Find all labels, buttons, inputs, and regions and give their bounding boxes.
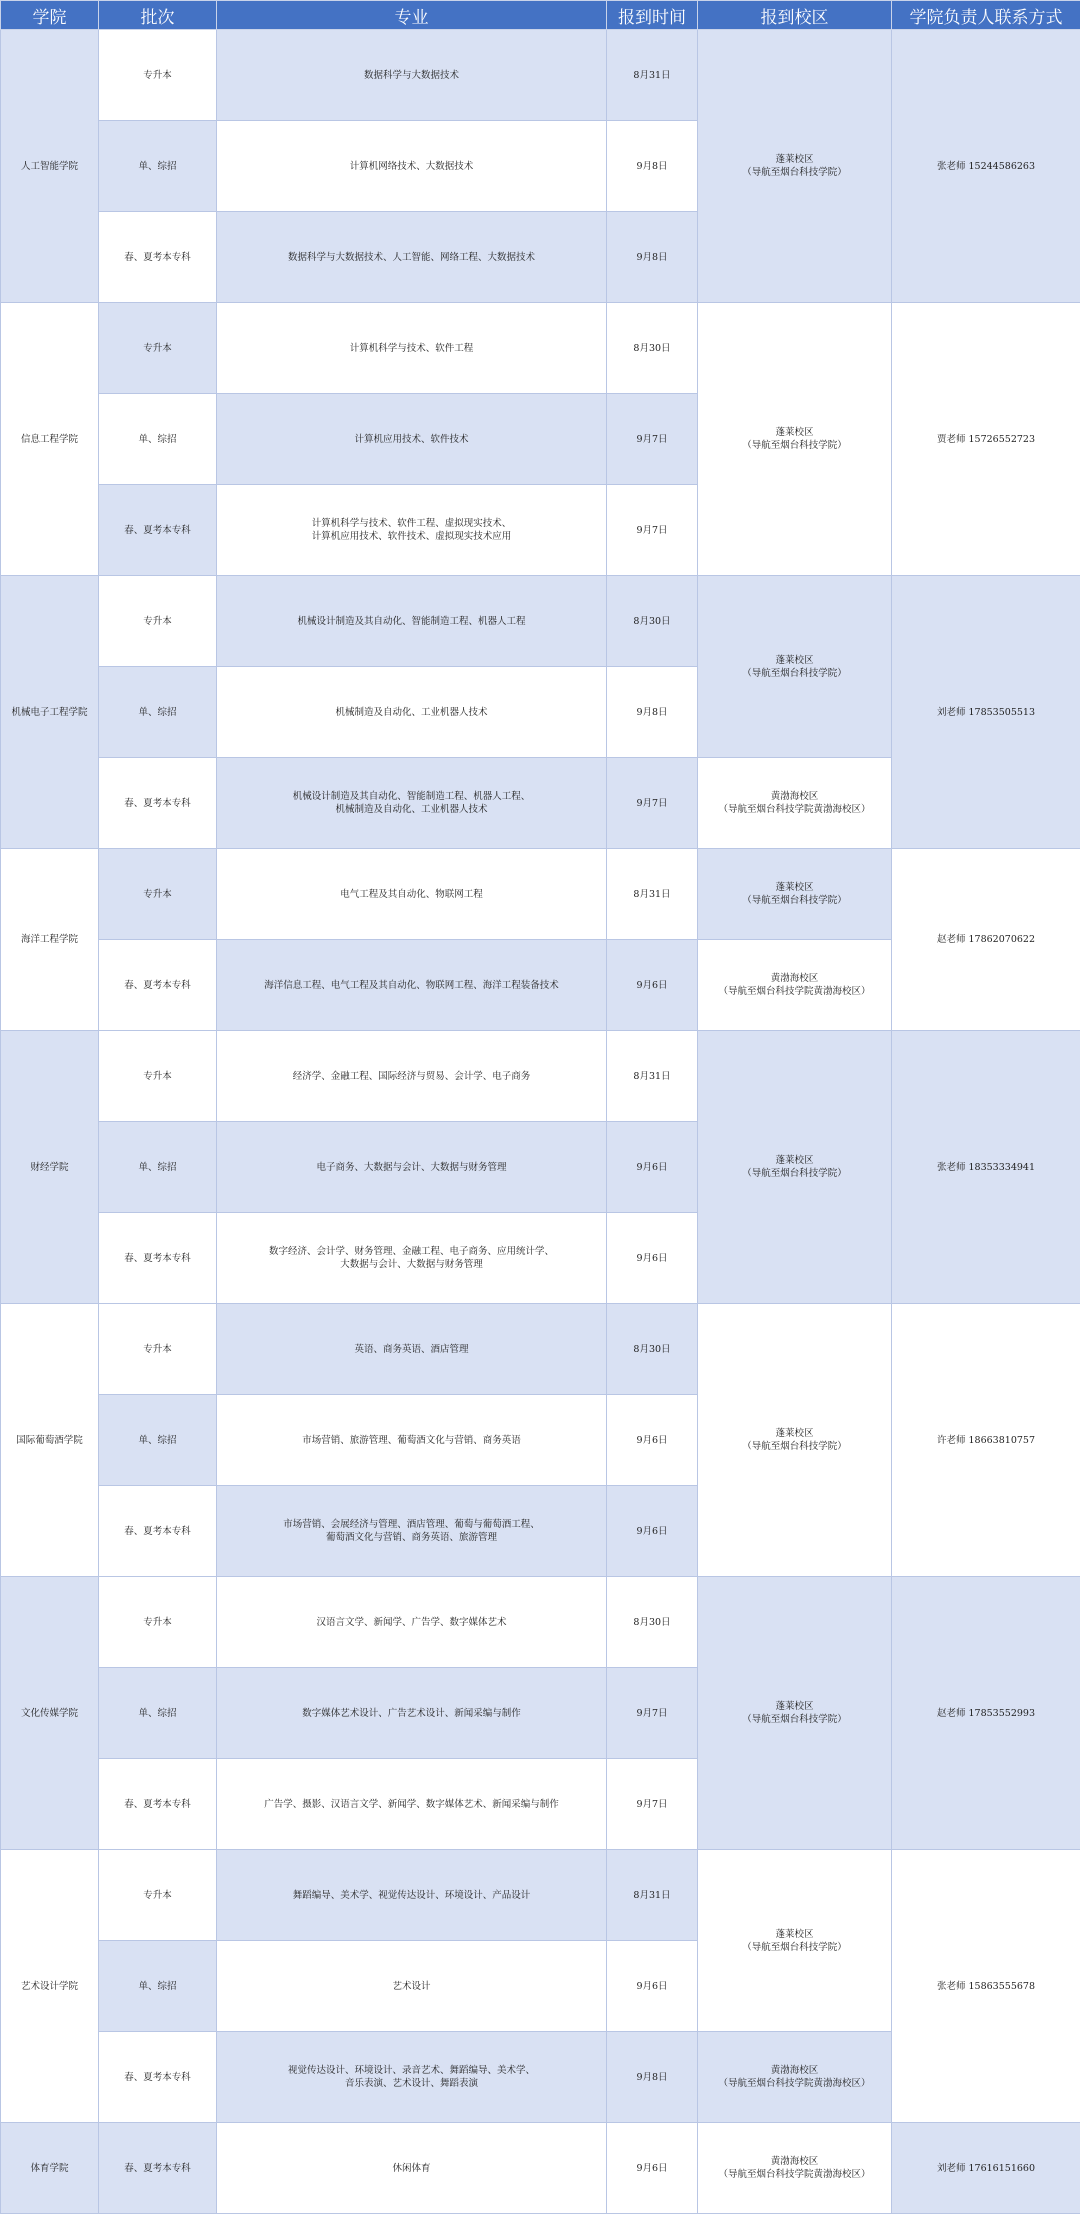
campus-name: 蓬莱校区 bbox=[775, 882, 814, 893]
major-line: 电气工程及其自动化、物联网工程 bbox=[340, 888, 483, 900]
major-line: 大数据与会计、大数据与财务管理 bbox=[340, 1259, 483, 1270]
table-row bbox=[1, 849, 1080, 940]
campus-name: 蓬莱校区 bbox=[775, 1928, 814, 1940]
campus-name: 蓬莱校区 bbox=[775, 1701, 814, 1712]
major-cell bbox=[217, 303, 607, 394]
contact-cell: 张老师 18353334941 bbox=[892, 1031, 1080, 1304]
time-cell: 9月6日 bbox=[607, 2123, 698, 2214]
major-cell bbox=[217, 849, 607, 940]
contact-cell: 赵老师 17862070622 bbox=[892, 849, 1080, 1031]
major-cell bbox=[217, 1031, 607, 1122]
time-cell: 8月30日 bbox=[607, 1304, 698, 1395]
major-cell bbox=[217, 1304, 607, 1395]
batch-cell: 春、夏考本专科 bbox=[99, 758, 217, 849]
campus-note: （导航至烟台科技学院） bbox=[742, 167, 847, 178]
time-cell: 9月7日 bbox=[607, 758, 698, 849]
campus-note: （导航至烟台科技学院） bbox=[742, 440, 847, 451]
batch-cell: 春、夏考本专科 bbox=[99, 940, 217, 1031]
batch-cell: 单、综招 bbox=[99, 667, 217, 758]
batch-cell: 专升本 bbox=[99, 303, 217, 394]
batch-cell: 专升本 bbox=[99, 849, 217, 940]
time-cell: 8月31日 bbox=[607, 30, 698, 121]
campus-name: 黄渤海校区 bbox=[770, 2156, 819, 2167]
major-line: 休闲体育 bbox=[392, 2162, 431, 2174]
major-line: 数字经济、会计学、财务管理、金融工程、电子商务、应用统计学、 bbox=[268, 1246, 554, 1257]
time-cell: 9月8日 bbox=[607, 121, 698, 212]
table-row bbox=[1, 1031, 1080, 1122]
campus-name: 黄渤海校区 bbox=[770, 973, 819, 984]
batch-cell: 春、夏考本专科 bbox=[99, 1759, 217, 1850]
campus-name: 蓬莱校区 bbox=[775, 654, 814, 666]
batch-cell: 单、综招 bbox=[99, 121, 217, 212]
major-cell bbox=[217, 1395, 607, 1486]
campus-name: 黄渤海校区 bbox=[770, 2065, 819, 2076]
batch-cell: 专升本 bbox=[99, 1031, 217, 1122]
major-line: 机械设计制造及其自动化、智能制造工程、机器人工程 bbox=[297, 615, 526, 627]
major-cell bbox=[217, 1213, 607, 1304]
header-contact: 学院负责人联系方式 bbox=[892, 1, 1080, 30]
campus-cell bbox=[698, 303, 892, 576]
campus-note: （导航至烟台科技学院黄渤海校区） bbox=[718, 2078, 871, 2089]
contact-cell: 刘老师 17853505513 bbox=[892, 576, 1080, 849]
major-cell bbox=[217, 1486, 607, 1577]
major-line: 机械制造及自动化、工业机器人技术 bbox=[335, 706, 488, 718]
college-name: 信息工程学院 bbox=[1, 303, 99, 576]
major-line: 视觉传达设计、环境设计、录音艺术、舞蹈编导、美术学、 bbox=[287, 2065, 535, 2076]
campus-note: （导航至烟台科技学院） bbox=[742, 1714, 847, 1725]
campus-cell bbox=[698, 2123, 892, 2214]
campus-cell bbox=[698, 576, 892, 758]
college-name: 机械电子工程学院 bbox=[1, 576, 99, 849]
campus-note: （导航至烟台科技学院） bbox=[742, 1941, 847, 1953]
header-batch: 批次 bbox=[99, 1, 217, 30]
college-name: 海洋工程学院 bbox=[1, 849, 99, 1031]
major-cell bbox=[217, 1941, 607, 2032]
batch-cell: 单、综招 bbox=[99, 1668, 217, 1759]
college-name: 财经学院 bbox=[1, 1031, 99, 1304]
major-line: 葡萄酒文化与营销、商务英语、旅游管理 bbox=[325, 1532, 497, 1543]
major-cell bbox=[217, 940, 607, 1031]
college-name: 体育学院 bbox=[1, 2123, 99, 2214]
header-row bbox=[1, 1, 1080, 30]
college-name: 艺术设计学院 bbox=[1, 1850, 99, 2123]
major-cell bbox=[217, 1668, 607, 1759]
header-time: 报到时间 bbox=[607, 1, 698, 30]
batch-cell: 春、夏考本专科 bbox=[99, 1213, 217, 1304]
time-cell: 8月31日 bbox=[607, 1031, 698, 1122]
major-line: 市场营销、旅游管理、葡萄酒文化与营销、商务英语 bbox=[302, 1434, 521, 1446]
major-line: 数字媒体艺术设计、广告艺术设计、新闻采编与制作 bbox=[302, 1707, 521, 1719]
table-row bbox=[1, 1850, 1080, 1941]
time-cell: 9月8日 bbox=[607, 667, 698, 758]
time-cell: 9月7日 bbox=[607, 485, 698, 576]
college-name: 国际葡萄酒学院 bbox=[1, 1304, 99, 1577]
batch-cell: 春、夏考本专科 bbox=[99, 2123, 217, 2214]
table-row bbox=[1, 2123, 1080, 2214]
major-line: 计算机应用技术、软件技术、虚拟现实技术应用 bbox=[311, 531, 512, 542]
time-cell: 9月6日 bbox=[607, 1941, 698, 2032]
major-line: 舞蹈编导、美术学、视觉传达设计、环境设计、产品设计 bbox=[292, 1889, 531, 1901]
major-line: 计算机科学与技术、软件工程 bbox=[349, 342, 474, 354]
batch-cell: 专升本 bbox=[99, 1304, 217, 1395]
campus-name: 蓬莱校区 bbox=[775, 154, 814, 165]
time-cell: 9月6日 bbox=[607, 940, 698, 1031]
campus-cell bbox=[698, 1577, 892, 1850]
major-cell bbox=[217, 758, 607, 849]
major-line: 计算机网络技术、大数据技术 bbox=[349, 160, 474, 172]
time-cell: 8月31日 bbox=[607, 1850, 698, 1941]
time-cell: 9月7日 bbox=[607, 1668, 698, 1759]
contact-cell: 赵老师 17853552993 bbox=[892, 1577, 1080, 1850]
header-college: 学院 bbox=[1, 1, 99, 30]
header-campus: 报到校区 bbox=[698, 1, 892, 30]
batch-cell: 春、夏考本专科 bbox=[99, 212, 217, 303]
campus-note: （导航至烟台科技学院黄渤海校区） bbox=[718, 2169, 871, 2180]
batch-cell: 单、综招 bbox=[99, 1395, 217, 1486]
time-cell: 9月8日 bbox=[607, 212, 698, 303]
table-row bbox=[1, 303, 1080, 394]
campus-name: 黄渤海校区 bbox=[770, 791, 819, 802]
major-cell bbox=[217, 1122, 607, 1213]
major-line: 数据科学与大数据技术、人工智能、网络工程、大数据技术 bbox=[287, 251, 535, 263]
time-cell: 9月7日 bbox=[607, 394, 698, 485]
campus-cell bbox=[698, 1850, 892, 2032]
campus-name: 蓬莱校区 bbox=[775, 1155, 814, 1166]
table-row bbox=[1, 1304, 1080, 1395]
campus-cell bbox=[698, 758, 892, 849]
contact-cell: 贾老师 15726552723 bbox=[892, 303, 1080, 576]
major-cell bbox=[217, 485, 607, 576]
college-name: 人工智能学院 bbox=[1, 30, 99, 303]
time-cell: 8月30日 bbox=[607, 576, 698, 667]
campus-note: （导航至烟台科技学院） bbox=[742, 895, 847, 906]
major-line: 电子商务、大数据与会计、大数据与财务管理 bbox=[316, 1161, 507, 1173]
major-line: 计算机科学与技术、软件工程、虚拟现实技术、 bbox=[311, 518, 512, 529]
time-cell: 9月6日 bbox=[607, 1122, 698, 1213]
major-cell bbox=[217, 2123, 607, 2214]
campus-note: （导航至烟台科技学院） bbox=[742, 1168, 847, 1179]
table-row bbox=[1, 30, 1080, 121]
college-name: 文化传媒学院 bbox=[1, 1577, 99, 1850]
campus-note: （导航至烟台科技学院黄渤海校区） bbox=[718, 804, 871, 815]
time-cell: 9月6日 bbox=[607, 1486, 698, 1577]
major-line: 机械制造及自动化、工业机器人技术 bbox=[335, 804, 488, 815]
time-cell: 9月6日 bbox=[607, 1395, 698, 1486]
contact-cell: 许老师 18663810757 bbox=[892, 1304, 1080, 1577]
major-line: 计算机应用技术、软件技术 bbox=[354, 433, 469, 445]
campus-note: （导航至烟台科技学院黄渤海校区） bbox=[718, 986, 871, 997]
major-cell bbox=[217, 212, 607, 303]
campus-name: 蓬莱校区 bbox=[775, 1428, 814, 1439]
major-cell bbox=[217, 30, 607, 121]
major-line: 英语、商务英语、酒店管理 bbox=[354, 1343, 469, 1355]
major-cell bbox=[217, 1850, 607, 1941]
contact-cell: 张老师 15863555678 bbox=[892, 1850, 1080, 2123]
campus-cell bbox=[698, 1031, 892, 1304]
major-cell bbox=[217, 1759, 607, 1850]
batch-cell: 单、综招 bbox=[99, 1941, 217, 2032]
campus-cell bbox=[698, 2032, 892, 2123]
campus-name: 蓬莱校区 bbox=[775, 427, 814, 438]
contact-cell: 刘老师 17616151660 bbox=[892, 2123, 1080, 2214]
major-cell bbox=[217, 667, 607, 758]
batch-cell: 专升本 bbox=[99, 30, 217, 121]
major-line: 经济学、金融工程、国际经济与贸易、会计学、电子商务 bbox=[292, 1070, 531, 1082]
time-cell: 9月6日 bbox=[607, 1213, 698, 1304]
batch-cell: 专升本 bbox=[99, 1850, 217, 1941]
major-line: 机械设计制造及其自动化、智能制造工程、机器人工程、 bbox=[292, 791, 531, 802]
campus-note: （导航至烟台科技学院） bbox=[742, 1441, 847, 1452]
table-row bbox=[1, 1577, 1080, 1668]
time-cell: 9月8日 bbox=[607, 2032, 698, 2123]
major-cell bbox=[217, 2032, 607, 2123]
contact-cell: 张老师 15244586263 bbox=[892, 30, 1080, 303]
major-cell bbox=[217, 121, 607, 212]
campus-note: （导航至烟台科技学院） bbox=[742, 667, 847, 679]
major-line: 艺术设计 bbox=[392, 1980, 431, 1992]
time-cell: 8月31日 bbox=[607, 849, 698, 940]
batch-cell: 专升本 bbox=[99, 1577, 217, 1668]
table-row bbox=[1, 576, 1080, 667]
campus-cell bbox=[698, 940, 892, 1031]
major-line: 数据科学与大数据技术 bbox=[363, 69, 459, 81]
major-line: 市场营销、会展经济与管理、酒店管理、葡萄与葡萄酒工程、 bbox=[283, 1519, 540, 1530]
major-line: 音乐表演、艺术设计、舞蹈表演 bbox=[344, 2078, 478, 2089]
major-line: 海洋信息工程、电气工程及其自动化、物联网工程、海洋工程装备技术 bbox=[264, 979, 559, 991]
header-major: 专业 bbox=[217, 1, 607, 30]
major-cell bbox=[217, 576, 607, 667]
major-cell bbox=[217, 394, 607, 485]
major-line: 广告学、摄影、汉语言文学、新闻学、数字媒体艺术、新闻采编与制作 bbox=[264, 1798, 559, 1810]
batch-cell: 春、夏考本专科 bbox=[99, 2032, 217, 2123]
batch-cell: 专升本 bbox=[99, 576, 217, 667]
batch-cell: 春、夏考本专科 bbox=[99, 485, 217, 576]
batch-cell: 单、综招 bbox=[99, 394, 217, 485]
batch-cell: 单、综招 bbox=[99, 1122, 217, 1213]
campus-cell bbox=[698, 849, 892, 940]
batch-cell: 春、夏考本专科 bbox=[99, 1486, 217, 1577]
campus-cell bbox=[698, 1304, 892, 1577]
major-cell bbox=[217, 1577, 607, 1668]
time-cell: 9月7日 bbox=[607, 1759, 698, 1850]
major-line: 汉语言文学、新闻学、广告学、数字媒体艺术 bbox=[316, 1616, 507, 1628]
campus-cell bbox=[698, 30, 892, 303]
time-cell: 8月30日 bbox=[607, 303, 698, 394]
time-cell: 8月30日 bbox=[607, 1577, 698, 1668]
